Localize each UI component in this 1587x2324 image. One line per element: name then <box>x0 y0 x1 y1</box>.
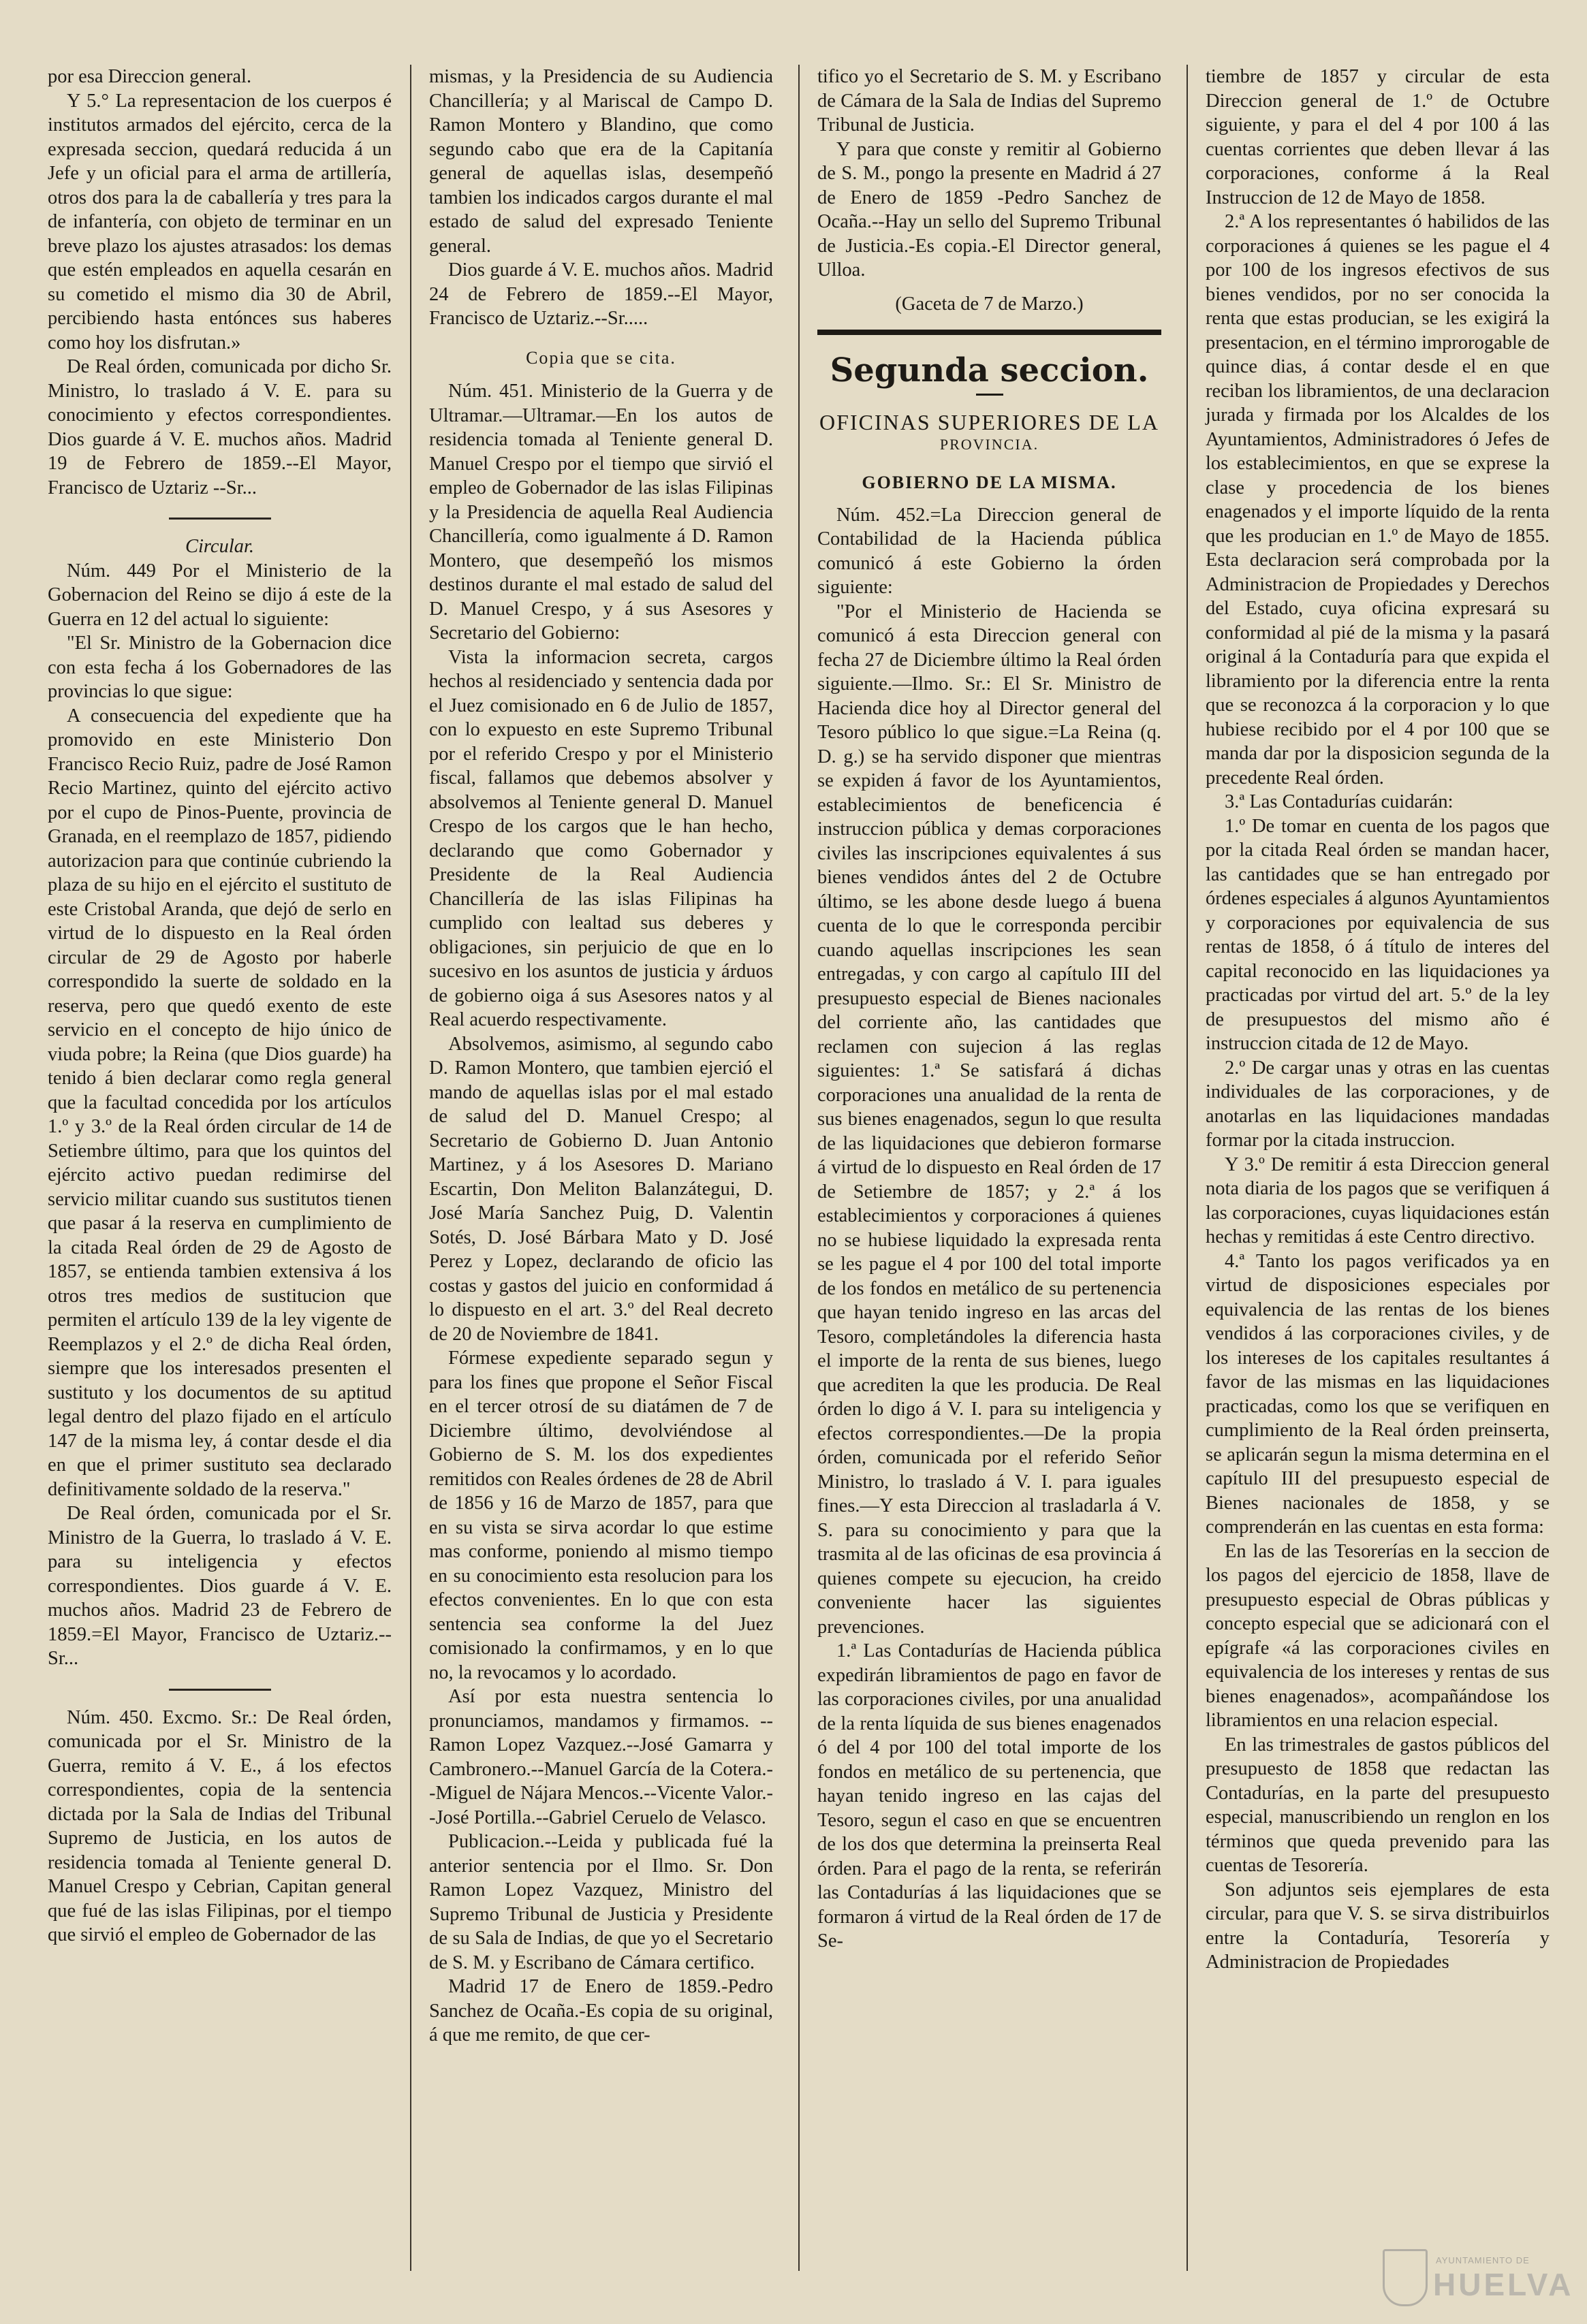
section-title: Segunda seccion. <box>830 351 1149 389</box>
section-break <box>817 330 1161 335</box>
section-divider <box>169 518 271 520</box>
paragraph: Y 5.° La representacion de los cuerpos é institutos armados del ejército, cerca de la expresada seccion, quedará reducida á un Jefe y un oficial para el arma de artillería, otros dos para la de caballería y tres para la de infantería, con objeto de terminar en un breve plazo los ajustes atrasados: los demas que estén empleados en aquella cesarán en su cometido el mismo dia 30 de Abril, percibiendo hasta entónces sus haberes como hoy los disfrutan.» <box>48 90 392 353</box>
paragraph: "El Sr. Ministro de la Gobernacion dice con esta fecha á los Gobernadores de las provincias lo que sigue: <box>48 633 392 702</box>
paragraph: "Por el Ministerio de Hacienda se comunicó á esta Direccion general con fecha 27 de Diciembre último la Real órden siguiente.—Ilmo. Sr.: El Sr. Ministro de Hacienda dice hoy al Director general del Tesoro público lo que sigue.=La Reina (q. D. g.) se ha servido disponer que mientras se expiden á favor de los Ayuntamientos, establecimientos de beneficencia é instruccion pública y demas corporaciones civiles las inscripciones equivalentes á sus bienes vendidos ántes del 2 de Octubre último, se les abone desde luego á buena cuenta de lo que le corresponda percibir cuando aquellas inscripciones les sean entregadas, y con cargo al capítulo III del presupuesto especial de Bienes nacionales del corriente año, las cantidades que reclamen con sujecion á las reglas siguientes: 1.ª Se satisfará á dichas corporaciones una anualidad de la renta de sus bienes enagenados, segun lo que resulta de las liquidaciones que debieron formarse á virtud de lo dispuesto en Real órden de 17 de Setiembre de 1857; y 2.ª á los establecimientos y corporaciones á quienes no se hubiese liquidado la expresada renta se les pague el 4 por 100 del total importe de los fondos en metálico de su pertenencia que hayan tenido ingreso en las arcas del Tesoro, completándoles la diferencia hasta el importe de la renta de sus bienes, luego que acrediten la que les producia. De Real órden lo digo á V. I. para su inteligencia y efectos correspondientes.—De la propia órden, comunicada por el referido Señor Ministro, lo traslado á V. I. para iguales fines.—Y esta Direccion al trasladarla á V. S. para su conocimiento y para que la trasmita al de las oficinas de esa provincia á quienes compete su ejecucion, ha creido conveniente hacer las siguientes prevenciones. <box>817 601 1161 1638</box>
paragraph: Así por esta nuestra sentencia lo pronunciamos, mandamos y firmamos. --Ramon Lopez Vazquez.--José Gamarra y Cambronero.--Manuel García de la Cotera.--Miguel de Nájara Mencos.--Vicente Valor.--José Portilla.--Gabriel Ceruelo de Velasco. <box>429 1686 773 1828</box>
copia-heading: Copia que se cita. <box>526 347 676 368</box>
column-rule <box>410 65 411 2271</box>
paragraph: Núm. 452.=La Direccion general de Contabilidad de la Hacienda pública comunicó á este Gobierno la órden siguiente: <box>817 504 1161 598</box>
offices-heading: OFICINAS SUPERIORES DE LA <box>819 410 1159 434</box>
paragraph: De Real órden, comunicada por el Sr. Ministro de la Guerra, lo traslado á V. E. para su inteligencia y efectos correspondientes. Dios guarde á V. E. muchos años. Madrid 23 de Febrero de 1859.=El Mayor, Francisco de Uztariz.--Sr... <box>48 1503 392 1669</box>
paragraph: 4.ª Tanto los pagos verificados ya en virtud de disposiciones especiales por equivalencia de las rentas de los bienes vendidos á las corporaciones civiles, y de los intereses de los capitales resultantes á favor de las mismas en las liquidaciones practicadas, como los que se verifiquen en cumplimiento de la Real órden preinserta, se aplicarán segun la misma determina en el capítulo III del presupuesto especial de Bienes nacionales de 1858, y se comprenderán en las cuentas en esta forma: <box>1206 1250 1550 1538</box>
paragraph: 1.º De tomar en cuenta de los pagos que por la citada Real órden se mandan hacer, las cantidades que se han entregado por órdenes especiales á algunos Ayuntamientos y corporaciones por equivalencia de sus rentas de 1858, ó á título de interes del capital reconocido en las liquidaciones ya practicadas por virtud del art. 5.º de la ley de presupuestos del mismo año é instruccion citada de 12 de Mayo. <box>1206 815 1550 1054</box>
column-rule <box>798 65 800 2271</box>
paragraph: mismas, y la Presidencia de su Audiencia Chancillería; y al Mariscal de Campo D. Ramon Montero y Blandino, que como segundo cabo que era de la Capitanía general de aquellas islas, desempeñó tambien los indicados cargos durante el mal estado de salud del expresado Teniente general. <box>429 66 773 257</box>
paragraph: Absolvemos, asimismo, al segundo cabo D. Ramon Montero, que tambien ejerció el mando de aquellas islas por el mal estado de salud del D. Manuel Crespo; al Secretario de Gobierno D. Juan Antonio Martinez, y á los Asesores D. Mariano Escartin, Don Meliton Balanzátegui, D. José María Sanchez Puig, D. Valentin Sotés, D. José Bárbara Mato y D. José Perez y Lopez, declarando de oficio las costas y gastos del juicio en conformidad á lo dispuesto en el art. 3.º del Real decreto de 20 de Noviembre de 1841. <box>429 1033 773 1345</box>
section-divider <box>169 1689 271 1691</box>
column-4 <box>1206 65 1550 2271</box>
watermark-small-text: AYUNTAMIENTO DE <box>1436 2255 1530 2265</box>
column-rule <box>1187 65 1188 2271</box>
paragraph: tiembre de 1857 y circular de esta Direccion general de 1.º de Octubre siguiente, y para el del 4 por 100 á las cuentas corrientes que deben llevar á las corporaciones, conforme á la Real Instruccion de 12 de Mayo de 1858. <box>1206 66 1550 208</box>
gaceta-source: (Gaceta de 7 de Marzo.) <box>895 293 1084 315</box>
paragraph: Núm. 450. Excmo. Sr.: De Real órden, comunicada por el Sr. Ministro de la Guerra, remito á V. E., á los efectos correspondientes, copia de la sentencia dictada por la Sala de Indias del Tribunal Supremo de Justicia, en los autos de residencia tomada al Teniente general D. Manuel Crespo y Cebrian, Capitan general que fué de las islas Filipinas, por el tiempo que sirvió el empleo de Gobernador de las <box>48 1706 392 1945</box>
watermark-big-text: HUELVA <box>1433 2267 1574 2302</box>
column-3 <box>817 65 1161 2271</box>
paragraph: Y para que conste y remitir al Gobierno de S. M., pongo la presente en Madrid á 27 de Enero de 1859 -Pedro Sanchez de Ocaña.--Hay un sello del Supremo Tribunal de Justicia.-Es copia.-El Director general, Ulloa. <box>817 138 1161 281</box>
paragraph: Núm. 451. Ministerio de la Guerra y de Ultramar.—Ultramar.—En los autos de residencia tomada al Teniente general D. Manuel Crespo por el tiempo que sirvió el empleo de Gobernador de las islas Filipinas y la Presidencia de aquella Real Audiencia Chancillería, como igualmente á D. Ramon Montero, que desempeñó los mismos destinos durante el mal estado de salud del D. Manuel Crespo, y á sus Asesores y Secretario del Gobierno: <box>429 381 773 643</box>
paragraph: 1.ª Las Contadurías de Hacienda pública expedirán libramientos de pago en favor de las corporaciones civiles, por una anualidad de la renta líquida de sus bienes enagenados ó del 4 por 100 del total importe de los fondos en metálico de su pertenencia, que hayan tenido ingreso en las cajas del Tesoro, segun el caso en que se encuentren de los dos que determina la preinserta Real órden. Para el pago de la renta, se referirán las Contadurías á las liquidaciones que se formaron á virtud de la Real órden de 17 de Se- <box>817 1640 1161 1952</box>
paragraph: Y 3.º De remitir á esta Direccion general nota diaria de los pagos que se verifiquen á las corporaciones, cuyas liquidaciones están hechas y remitidas á este Centro directivo. <box>1206 1153 1550 1247</box>
paragraph: tifico yo el Secretario de S. M. y Escribano de Cámara de la Sala de Indias del Supremo Tribunal de Justicia. <box>817 66 1161 136</box>
offices-subheading: PROVINCIA. <box>939 436 1039 453</box>
archive-watermark <box>1383 2246 1574 2307</box>
paragraph: En las trimestrales de gastos públicos del presupuesto de 1858 que redactan las Contadurías, en la parte del presupuesto especial, manuscribiendo un renglon en los términos que queda prevenido para las cuentas de Tesorería. <box>1206 1734 1550 1876</box>
column-2 <box>429 65 773 2271</box>
paragraph: Dios guarde á V. E. muchos años. Madrid 24 de Febrero de 1859.--El Mayor, Francisco de Uztariz.--Sr..... <box>429 259 773 329</box>
paragraph: En las de las Tesorerías en la seccion de los pagos del ejercicio de 1858, llave de presupuesto especial de Obras públicas y concepto especial que se adicionará con el epígrafe «á las corporaciones civiles en equivalencia de los intereses y rentas de sus bienes enagenados», acompañándose los libramientos en una relacion especial. <box>1206 1540 1550 1731</box>
shield-icon <box>1383 2249 1428 2306</box>
paragraph: Publicacion.--Leida y publicada fué la anterior sentencia por el Ilmo. Sr. Don Ramon Lopez Vazquez, Ministro del Supremo Tribunal de Justicia y Presidente de su Sala de Indias, de que yo el Secretario de S. M. y Escribano de Cámara certifico. <box>429 1831 773 1973</box>
paragraph: por esa Direccion general. <box>48 66 252 87</box>
column-1 <box>48 65 392 2271</box>
paragraph: Son adjuntos seis ejemplares de esta circular, para que V. S. se sirva distribuirlos entre la Contaduría, Tesorería y Administracion de Propiedades <box>1206 1879 1550 1973</box>
paragraph: 2.º De cargar unas y otras en las cuentas individuales de las corporaciones, y de anotarlas en las liquidaciones mandadas formar por la citada instruccion. <box>1206 1057 1550 1151</box>
circular-heading: Circular. <box>185 536 255 557</box>
paragraph: 2.ª A los representantes ó habilidos de las corporaciones á quienes se les pague el 4 por 100 de los ingresos efectivos de sus bienes vendidos, por no ser conocida la renta que estas producian, se les exigirá la presentacion, en el término improrogable de quince dias, á contar desde el en que reciban los libramientos, de una declaracion jurada y firmada por los Alcaldes de los Ayuntamientos, Administradores ó Jefes de los establecimientos, en que se exprese la clase y procedencia de los bienes enagenados y el importe líquido de la renta que les producian en 1.º de Mayo de 1855. Esta declaracion será comprobada por la Administracion de Propiedades y Derechos del Estado, cuya oficina expresará su conformidad al pié de la misma y la pasará original á la Contaduría para que expida el libramiento por la diferencia entre la renta que se reconozca á la corporacion y lo que hubiese recibido por el 4 por 100 que se manda dar por la disposicion segunda de la precedente Real órden. <box>1206 211 1550 789</box>
newspaper-page <box>48 65 1550 2271</box>
paragraph: 3.ª Las Contadurías cuidarán: <box>1225 791 1454 812</box>
paragraph: Fórmese expediente separado segun y para los fines que propone el Señor Fiscal en el tercer otrosí de su diatámen de 7 de Diciembre último, devolviéndose al Gobierno de S. M. los dos expedientes remitidos con Reales órdenes de 28 de Abril de 1856 y 16 de Marzo de 1857, para que en su vista se sirva acordar lo que estime mas conforme, poniendo al mismo tiempo en su conocimiento esta resolucion para los efectos convenientes. En lo que con esta sentencia sea conforme la del Juez comisionado la confirmamos, y en lo que no, la revocamos y lo acordado. <box>429 1348 773 1683</box>
paragraph: A consecuencia del expediente que ha promovido en este Ministerio Don Francisco Recio Ruiz, padre de José Ramon Recio Martinez, quinto del ejército activo por el cupo de Pinos-Puente, provincia de Granada, en el reemplazo de 1857, pidiendo autorizacion para que continúe cubriendo la plaza de su hijo en el ejército el sustituto de este Cristobal Aranda, que dejó de serlo en virtud de lo dispuesto en la Real órden circular de 29 de Agosto por haberle correspondido la suerte de soldado en la reserva, pero que quedó exento de este servicio en el concepto de hijo único de viuda pobre; la Reina (que Dios guarde) ha tenido á bien declarar como regla general que la facultad concedida por los artículos 1.º y 3.º de la Real órden circular de 14 de Setiembre último, para que los quintos del ejército activo puedan redimirse del servicio militar cuando sus sustitutos tienen que pasar á la reserva en cumplimiento de la citada Real órden de 29 de Agosto de 1857, se entienda tambien extensiva á los otros tres medios de sustitucion que permiten el artículo 139 de la ley vigente de Reemplazos y el 2.º de dicha Real órden, siempre que los interesados presenten el sustituto y los documentos de su aptitud legal dentro del plazo fijado en el artículo 147 de la misma ley, á contar desde el dia en que el primer sustituto sea declarado definitivamente soldado de la reserva." <box>48 705 392 1500</box>
paragraph: Núm. 449 Por el Ministerio de la Gobernacion del Reino se dijo á este de la Guerra en 12 del actual lo siguiente: <box>48 560 392 630</box>
paragraph: Vista la informacion secreta, cargos hechos al residenciado y sentencia dada por el Juez comisionado en 6 de Julio de 1857, con lo expuesto en este Supremo Tribunal por el referido Crespo y por el Ministerio fiscal, fallamos que debemos absolver y absolvemos al Teniente general D. Manuel Crespo de los cargos que le han hecho, declarando que como Gobernador y Presidente de la Real Audiencia Chancillería de las islas Filipinas ha cumplido con lealtad sus deberes y obligaciones, sin perjuicio de que en lo sucesivo en los asuntos de justicia y árduos de gobierno oiga á sus Asesores natos y al Real acuerdo respectivamente. <box>429 646 773 1030</box>
title-dash <box>976 394 1003 396</box>
paragraph: Madrid 17 de Enero de 1859.-Pedro Sanchez de Ocaña.-Es copia de su original, á que me remito, de que cer- <box>429 1976 773 2046</box>
paragraph: De Real órden, comunicada por dicho Sr. Ministro, lo traslado á V. E. para su conocimiento y efectos correspondientes. Dios guarde á V. E. muchos años. Madrid 19 de Febrero de 1859.--El Mayor, Francisco de Uztariz --Sr... <box>48 356 392 498</box>
government-heading: GOBIERNO DE LA MISMA. <box>862 473 1117 492</box>
